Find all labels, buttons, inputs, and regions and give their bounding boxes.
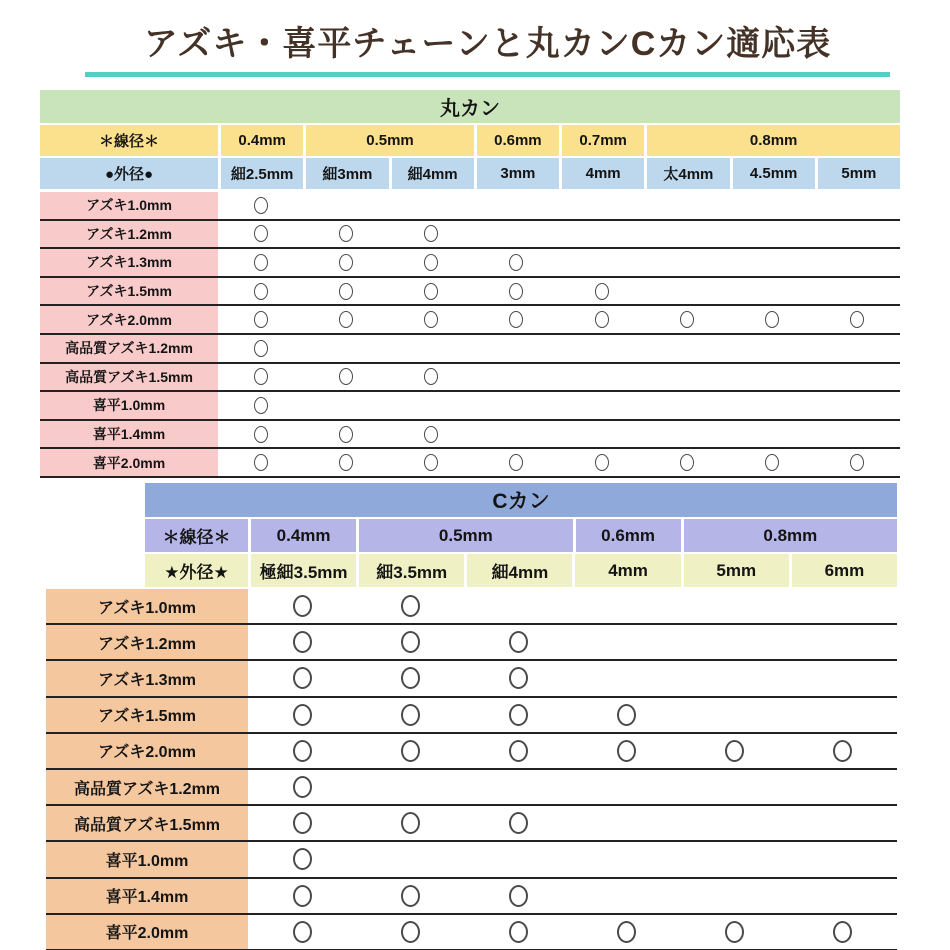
compatible-circle-mark xyxy=(509,667,528,689)
compatible-circle-mark xyxy=(424,311,438,328)
table-row xyxy=(46,879,897,915)
compatibility-cell xyxy=(559,449,644,476)
outer-diameter-header-row xyxy=(40,158,900,189)
outer-size-cell: 4mm xyxy=(559,158,644,189)
compatibility-cell xyxy=(572,770,680,804)
compatible-circle-mark xyxy=(254,225,268,242)
outer-diameter-label: ★外径★ xyxy=(145,554,248,587)
compatible-circle-mark xyxy=(509,885,528,907)
compatible-circle-mark xyxy=(424,368,438,385)
chain-type-label: アズキ1.0mm xyxy=(40,192,218,219)
compatible-circle-mark xyxy=(293,631,312,653)
compatibility-cell xyxy=(218,335,303,362)
compatibility-cell xyxy=(474,221,559,248)
compatible-circle-mark xyxy=(617,740,636,762)
compatibility-cell xyxy=(248,842,356,876)
table-row xyxy=(46,625,897,661)
compatibility-cell xyxy=(303,449,388,476)
compatibility-cell xyxy=(681,806,789,840)
compatibility-cell xyxy=(572,879,680,913)
compatibility-cell xyxy=(218,278,303,305)
compatibility-cell xyxy=(356,734,464,768)
compatibility-cell xyxy=(464,734,572,768)
table-row xyxy=(46,589,897,625)
compatibility-cell xyxy=(789,915,897,949)
table-row xyxy=(40,335,900,364)
compatibility-cell xyxy=(474,335,559,362)
compatibility-cell xyxy=(789,625,897,659)
compatible-circle-mark xyxy=(850,454,864,471)
table-row xyxy=(40,278,900,307)
compatibility-cell xyxy=(730,392,815,419)
wire-size-cell: 0.5mm xyxy=(356,519,572,552)
compatible-circle-mark xyxy=(401,812,420,834)
compatible-circle-mark xyxy=(293,595,312,617)
compatibility-cell xyxy=(815,392,900,419)
compatibility-cell xyxy=(474,392,559,419)
wire-size-cell: 0.8mm xyxy=(681,519,897,552)
compatibility-cell xyxy=(248,625,356,659)
outer-size-cell: 細3mm xyxy=(303,158,388,189)
outer-size-cell: 4.5mm xyxy=(730,158,815,189)
compatibility-cell xyxy=(303,192,388,219)
compatibility-cell xyxy=(389,278,474,305)
outer-size-cell: 6mm xyxy=(789,554,897,587)
compatibility-cell xyxy=(644,392,729,419)
compatible-circle-mark xyxy=(293,848,312,870)
compatibility-cell xyxy=(559,192,644,219)
compatibility-cell xyxy=(815,421,900,448)
compatible-circle-mark xyxy=(293,885,312,907)
compatible-circle-mark xyxy=(254,426,268,443)
compatible-circle-mark xyxy=(509,283,523,300)
table-row xyxy=(40,421,900,450)
compatible-circle-mark xyxy=(509,311,523,328)
compatibility-cell xyxy=(218,249,303,276)
compatibility-cell xyxy=(559,335,644,362)
compatibility-cell xyxy=(389,421,474,448)
compatibility-cell xyxy=(218,364,303,391)
compatible-circle-mark xyxy=(680,311,694,328)
compatible-circle-mark xyxy=(293,776,312,798)
compatible-circle-mark xyxy=(401,595,420,617)
compatible-circle-mark xyxy=(725,921,744,943)
compatibility-cell xyxy=(789,589,897,623)
compatible-circle-mark xyxy=(254,311,268,328)
compatibility-cell xyxy=(303,335,388,362)
compatible-circle-mark xyxy=(254,454,268,471)
compatibility-cell xyxy=(218,392,303,419)
compatibility-cell xyxy=(789,698,897,732)
chain-type-label: 高品質アズキ1.2mm xyxy=(46,770,248,804)
table-row xyxy=(40,249,900,278)
compatibility-cell xyxy=(464,806,572,840)
compatibility-cell xyxy=(464,770,572,804)
compatibility-cell xyxy=(218,421,303,448)
ckan-table-title: Cカン xyxy=(145,483,897,517)
compatibility-cell xyxy=(681,734,789,768)
compatible-circle-mark xyxy=(254,340,268,357)
chain-type-label: 高品質アズキ1.2mm xyxy=(40,335,218,362)
compatible-circle-mark xyxy=(765,454,779,471)
compatible-circle-mark xyxy=(254,368,268,385)
compatible-circle-mark xyxy=(617,921,636,943)
compatibility-cell xyxy=(815,278,900,305)
chain-type-label: 喜平2.0mm xyxy=(46,915,248,949)
chain-type-label: アズキ1.5mm xyxy=(46,698,248,732)
compatibility-cell xyxy=(474,249,559,276)
compatible-circle-mark xyxy=(339,368,353,385)
compatibility-cell xyxy=(464,915,572,949)
compatibility-cell xyxy=(815,192,900,219)
wire-size-cell: 0.4mm xyxy=(218,125,303,156)
compatibility-cell xyxy=(389,449,474,476)
chain-type-label: アズキ2.0mm xyxy=(46,734,248,768)
compatibility-cell xyxy=(464,698,572,732)
compatible-circle-mark xyxy=(595,283,609,300)
chain-type-label: 喜平1.4mm xyxy=(46,879,248,913)
compatible-circle-mark xyxy=(293,740,312,762)
compatibility-cell xyxy=(248,661,356,695)
chain-type-label: 喜平1.4mm xyxy=(40,421,218,448)
compatible-circle-mark xyxy=(401,885,420,907)
compatible-circle-mark xyxy=(339,254,353,271)
compatible-circle-mark xyxy=(509,254,523,271)
compatibility-cell xyxy=(559,278,644,305)
compatibility-cell xyxy=(644,335,729,362)
compatibility-cell xyxy=(248,770,356,804)
compatible-circle-mark xyxy=(509,812,528,834)
table-row xyxy=(40,192,900,221)
compatibility-cell xyxy=(248,589,356,623)
outer-size-cell: 細4mm xyxy=(389,158,474,189)
compatible-circle-mark xyxy=(401,740,420,762)
compatibility-cell xyxy=(248,915,356,949)
outer-size-cell: 細2.5mm xyxy=(218,158,303,189)
compatibility-cell xyxy=(389,364,474,391)
compatibility-cell xyxy=(248,698,356,732)
compatible-circle-mark xyxy=(339,225,353,242)
compatibility-cell xyxy=(644,221,729,248)
compatibility-cell xyxy=(681,698,789,732)
wire-diameter-header-row xyxy=(145,519,897,552)
ckan-table-rows xyxy=(46,589,897,950)
compatible-circle-mark xyxy=(850,311,864,328)
compatibility-cell xyxy=(789,734,897,768)
chain-type-label: 高品質アズキ1.5mm xyxy=(46,806,248,840)
compatibility-cell xyxy=(681,589,789,623)
compatible-circle-mark xyxy=(424,283,438,300)
compatibility-cell xyxy=(559,221,644,248)
compatibility-cell xyxy=(681,915,789,949)
compatibility-cell xyxy=(303,278,388,305)
outer-size-cell: 太4mm xyxy=(644,158,729,189)
compatible-circle-mark xyxy=(254,197,268,214)
compatible-circle-mark xyxy=(339,311,353,328)
compatibility-cell xyxy=(789,770,897,804)
compatible-circle-mark xyxy=(401,921,420,943)
compatibility-cell xyxy=(815,449,900,476)
compatibility-cell xyxy=(730,335,815,362)
compatible-circle-mark xyxy=(509,704,528,726)
compatibility-cell xyxy=(572,661,680,695)
compatible-circle-mark xyxy=(254,254,268,271)
compatible-circle-mark xyxy=(401,667,420,689)
compatible-circle-mark xyxy=(401,704,420,726)
compatibility-cell xyxy=(730,449,815,476)
compatible-circle-mark xyxy=(617,704,636,726)
compatibility-cell xyxy=(815,249,900,276)
compatible-circle-mark xyxy=(765,311,779,328)
compatibility-cell xyxy=(815,221,900,248)
outer-diameter-label: ●外径● xyxy=(40,158,218,189)
compatibility-cell xyxy=(681,842,789,876)
compatibility-cell xyxy=(474,364,559,391)
compatible-circle-mark xyxy=(401,631,420,653)
outer-size-cell: 4mm xyxy=(572,554,680,587)
compatibility-cell xyxy=(789,842,897,876)
compatibility-cell xyxy=(730,192,815,219)
compatibility-cell xyxy=(389,221,474,248)
chain-type-label: 高品質アズキ1.5mm xyxy=(40,364,218,391)
compatibility-cell xyxy=(303,221,388,248)
table-row xyxy=(46,661,897,697)
compatibility-cell xyxy=(559,364,644,391)
compatibility-cell xyxy=(389,306,474,333)
chain-type-label: 喜平1.0mm xyxy=(46,842,248,876)
compatibility-cell xyxy=(572,589,680,623)
wire-size-cell: 0.6mm xyxy=(474,125,559,156)
compatibility-cell xyxy=(644,449,729,476)
compatibility-cell xyxy=(248,806,356,840)
marukan-table-rows xyxy=(40,192,900,478)
compatible-circle-mark xyxy=(833,921,852,943)
compatibility-cell xyxy=(356,661,464,695)
compatible-circle-mark xyxy=(595,311,609,328)
compatible-circle-mark xyxy=(595,454,609,471)
compatibility-cell xyxy=(730,306,815,333)
compatibility-cell xyxy=(356,842,464,876)
compatible-circle-mark xyxy=(725,740,744,762)
compatibility-cell xyxy=(815,335,900,362)
compatible-circle-mark xyxy=(424,426,438,443)
compatibility-cell xyxy=(356,806,464,840)
outer-size-cell: 5mm xyxy=(681,554,789,587)
compatibility-cell xyxy=(789,879,897,913)
marukan-table xyxy=(40,90,900,478)
compatibility-cell xyxy=(389,335,474,362)
wire-size-cell: 0.7mm xyxy=(559,125,644,156)
compatibility-cell xyxy=(464,842,572,876)
compatibility-cell xyxy=(644,192,729,219)
compatibility-cell xyxy=(356,698,464,732)
compatibility-cell xyxy=(572,734,680,768)
table-row xyxy=(46,734,897,770)
compatible-circle-mark xyxy=(509,454,523,471)
compatibility-cell xyxy=(789,661,897,695)
compatible-circle-mark xyxy=(509,921,528,943)
wire-diameter-header-row xyxy=(40,125,900,156)
compatibility-cell xyxy=(789,806,897,840)
compatibility-cell xyxy=(356,879,464,913)
compatibility-cell xyxy=(559,392,644,419)
wire-size-cell: 0.4mm xyxy=(248,519,356,552)
compatibility-cell xyxy=(815,306,900,333)
table-row xyxy=(46,770,897,806)
compatibility-cell xyxy=(303,249,388,276)
wire-size-cell: 0.8mm xyxy=(644,125,900,156)
compatibility-cell xyxy=(474,421,559,448)
outer-size-cell: 細4mm xyxy=(464,554,572,587)
compatibility-cell xyxy=(474,306,559,333)
ckan-table xyxy=(46,483,897,950)
compatibility-cell xyxy=(644,278,729,305)
compatibility-cell xyxy=(644,421,729,448)
compatibility-cell xyxy=(644,364,729,391)
outer-diameter-header-row xyxy=(145,554,897,587)
table-row xyxy=(40,364,900,393)
table-row xyxy=(40,449,900,478)
marukan-table-title: 丸カン xyxy=(40,90,900,123)
compatible-circle-mark xyxy=(424,254,438,271)
table-row xyxy=(46,698,897,734)
chain-type-label: 喜平1.0mm xyxy=(40,392,218,419)
table-row xyxy=(46,842,897,878)
compatibility-cell xyxy=(218,192,303,219)
compatibility-cell xyxy=(389,192,474,219)
compatible-circle-mark xyxy=(339,426,353,443)
compatibility-cell xyxy=(248,879,356,913)
compatibility-cell xyxy=(303,421,388,448)
compatible-circle-mark xyxy=(424,454,438,471)
chain-type-label: アズキ1.2mm xyxy=(40,221,218,248)
wire-diameter-label: ＊線径＊ xyxy=(145,519,248,552)
wire-size-cell: 0.6mm xyxy=(573,519,681,552)
table-row xyxy=(40,392,900,421)
compatible-circle-mark xyxy=(293,704,312,726)
compatibility-cell xyxy=(464,879,572,913)
chain-type-label: アズキ2.0mm xyxy=(40,306,218,333)
compatibility-cell xyxy=(572,698,680,732)
chain-type-label: アズキ1.0mm xyxy=(46,589,248,623)
compatibility-cell xyxy=(730,364,815,391)
outer-size-cell: 細3.5mm xyxy=(356,554,464,587)
compatibility-cell xyxy=(356,915,464,949)
compatibility-cell xyxy=(572,806,680,840)
wire-size-cell: 0.5mm xyxy=(303,125,474,156)
compatibility-cell xyxy=(464,625,572,659)
compatible-circle-mark xyxy=(680,454,694,471)
chain-type-label: アズキ1.5mm xyxy=(40,278,218,305)
chain-type-label: アズキ1.2mm xyxy=(46,625,248,659)
compatibility-cell xyxy=(356,589,464,623)
compatible-circle-mark xyxy=(293,812,312,834)
table-row xyxy=(40,306,900,335)
compatibility-cell xyxy=(572,625,680,659)
compatibility-cell xyxy=(559,421,644,448)
compatible-circle-mark xyxy=(339,454,353,471)
compatibility-cell xyxy=(681,661,789,695)
compatible-circle-mark xyxy=(254,283,268,300)
compatibility-cell xyxy=(464,589,572,623)
compatibility-cell xyxy=(815,364,900,391)
outer-size-cell: 5mm xyxy=(815,158,900,189)
compatible-circle-mark xyxy=(833,740,852,762)
compatibility-cell xyxy=(474,192,559,219)
compatibility-cell xyxy=(218,221,303,248)
compatibility-cell xyxy=(681,625,789,659)
compatibility-cell xyxy=(644,249,729,276)
compatibility-cell xyxy=(303,306,388,333)
compatibility-cell xyxy=(644,306,729,333)
compatible-circle-mark xyxy=(254,397,268,414)
outer-size-cell: 3mm xyxy=(474,158,559,189)
compatibility-cell xyxy=(559,306,644,333)
compatible-circle-mark xyxy=(509,740,528,762)
compatibility-cell xyxy=(559,249,644,276)
compatibility-cell xyxy=(681,879,789,913)
compatible-circle-mark xyxy=(339,283,353,300)
compatibility-cell xyxy=(389,249,474,276)
compatibility-cell xyxy=(464,661,572,695)
compatibility-cell xyxy=(303,364,388,391)
outer-size-cell: 極細3.5mm xyxy=(248,554,356,587)
chain-type-label: 喜平2.0mm xyxy=(40,449,218,476)
table-row xyxy=(46,806,897,842)
compatibility-cell xyxy=(474,449,559,476)
compatibility-cell xyxy=(218,306,303,333)
table-row xyxy=(40,221,900,250)
chain-type-label: アズキ1.3mm xyxy=(40,249,218,276)
compatibility-cell xyxy=(572,842,680,876)
compatibility-cell xyxy=(356,625,464,659)
wire-diameter-label: ＊線径＊ xyxy=(40,125,218,156)
compatibility-cell xyxy=(730,278,815,305)
compatibility-cell xyxy=(572,915,680,949)
page-title: アズキ・喜平チェーンと丸カンCカン適応表 xyxy=(85,16,890,77)
compatible-circle-mark xyxy=(424,225,438,242)
compatibility-cell xyxy=(730,421,815,448)
compatibility-cell xyxy=(389,392,474,419)
chain-type-label: アズキ1.3mm xyxy=(46,661,248,695)
compatible-circle-mark xyxy=(509,631,528,653)
compatibility-cell xyxy=(730,249,815,276)
compatibility-cell xyxy=(303,392,388,419)
compatibility-cell xyxy=(730,221,815,248)
table-row xyxy=(46,915,897,950)
compatibility-cell xyxy=(218,449,303,476)
compatibility-cell xyxy=(248,734,356,768)
compatibility-cell xyxy=(474,278,559,305)
compatible-circle-mark xyxy=(293,667,312,689)
compatibility-cell xyxy=(681,770,789,804)
compatible-circle-mark xyxy=(293,921,312,943)
compatibility-cell xyxy=(356,770,464,804)
